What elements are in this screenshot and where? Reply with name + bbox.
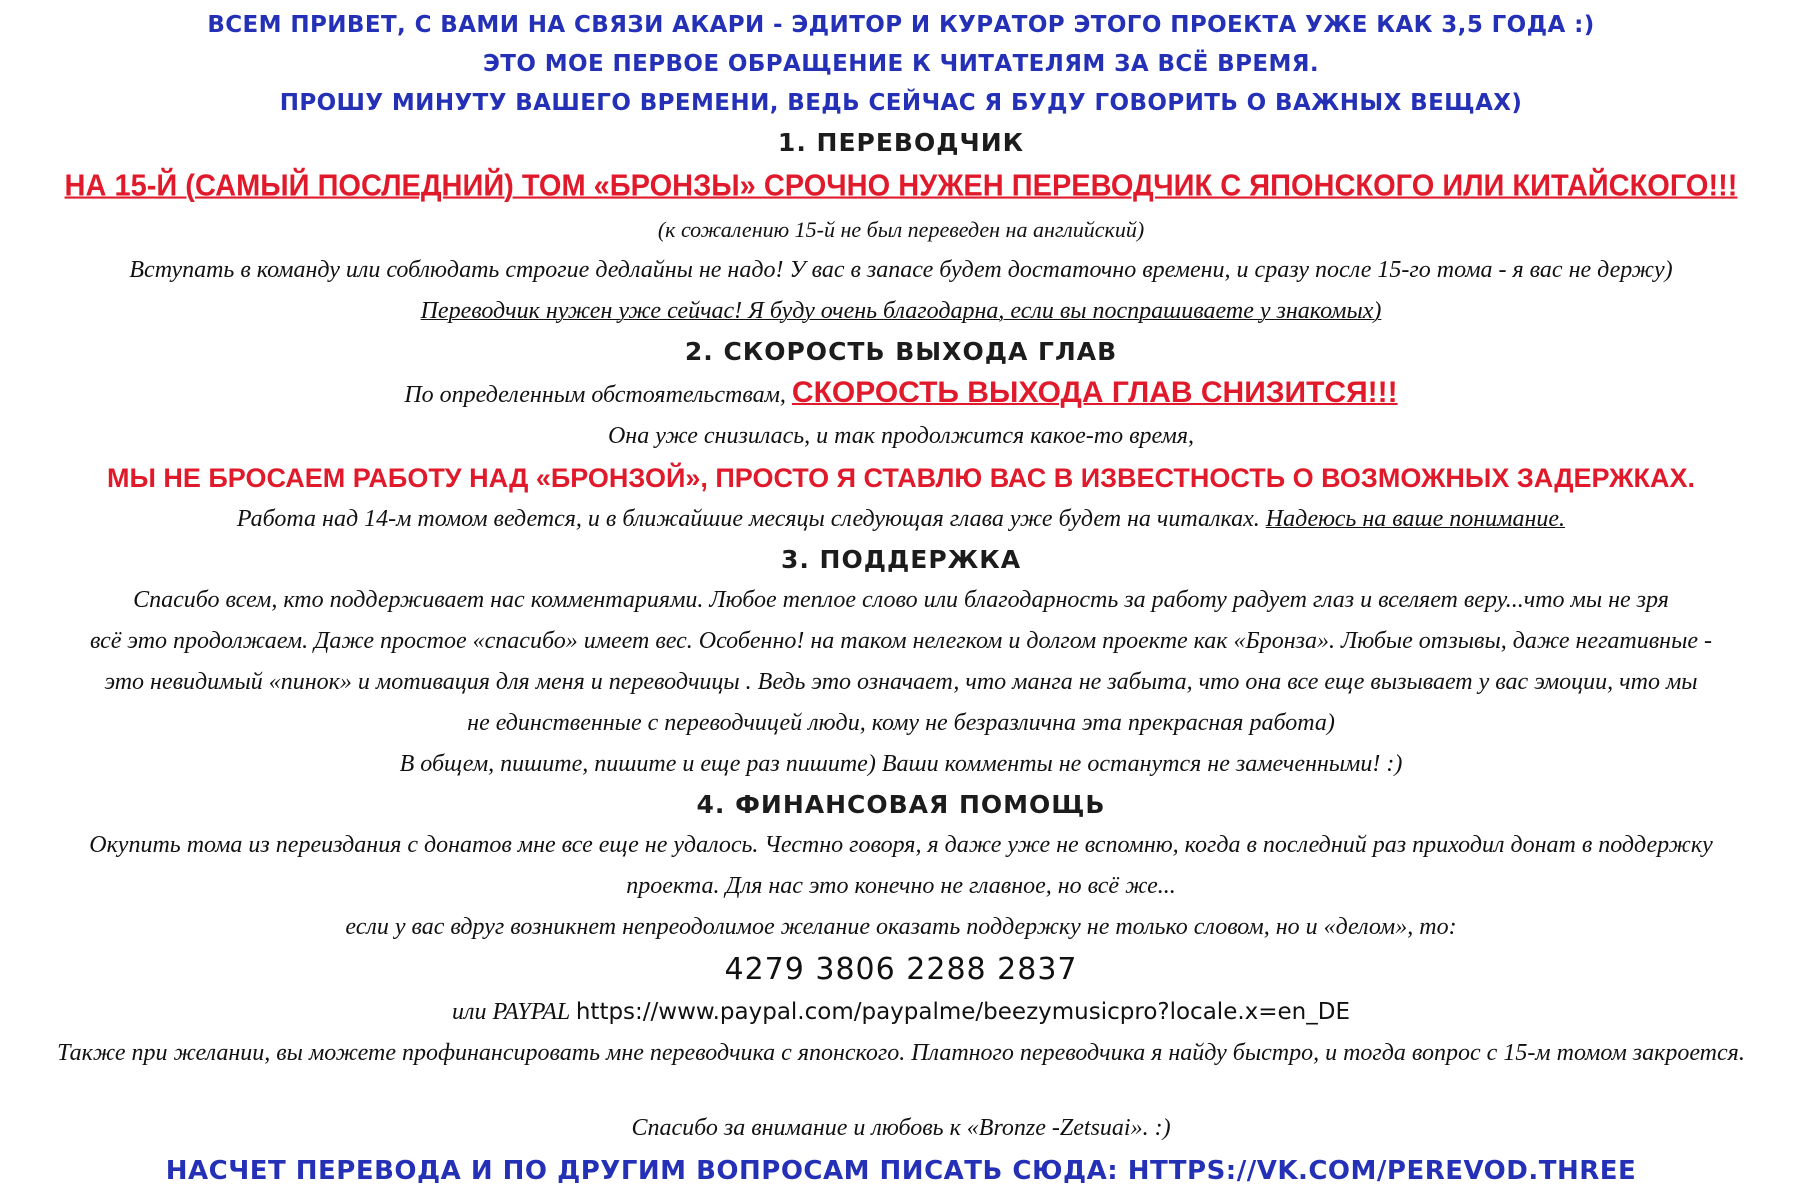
section-financial [0,785,1802,1074]
support-line-5: В общем, пишите, пишите и еще раз пишите) Ваши комменты не останутся не замеченными! :) [399,751,1403,777]
speed-warning: СКОРОСТЬ ВЫХОДА ГЛАВ СНИЗИТСЯ!!! [791,376,1398,409]
volume-14-text: Работа над 14-м томом ведется, и в ближайшие месяцы следующая глава уже будет на читалках. [236,506,1266,532]
speed-lead-text: По определенным обстоятельствам, [404,382,792,408]
support-line-2: всё это продолжаем. Даже простое «спасибо» имеет вес. Особенно! на таком нелегком и долгом проекте как «Бронза». Любые отзывы, даже негативные - [90,628,1712,654]
card-number: 4279 3806 2288 2837 [724,952,1078,987]
translator-note: (к сожалению 15-й не был переведен на английский) [657,217,1145,242]
intro-line-2: ЭТО МОЕ ПЕРВОЕ ОБРАЩЕНИЕ К ЧИТАТЕЛЯМ ЗА ВСЁ ВРЕМЯ. [482,51,1320,77]
support-line-3: это невидимый «пинок» и мотивация для меня и переводчицы . Ведь это означает, что манга не забыта, что она все еще вызывает у вас эмоции, что мы [104,669,1698,695]
section-2-heading: 2. СКОРОСТЬ ВЫХОДА ГЛАВ [684,337,1118,366]
intro-line-1: ВСЕМ ПРИВЕТ, С ВАМИ НА СВЯЗИ АКАРИ - ЭДИТОР И КУРАТОР ЭТОГО ПРОЕКТА УЖЕ КАК 3,5 ГОДА :) [207,12,1595,38]
finance-line-1: Окупить тома из переиздания с донатов мне все еще не удалось. Честно говоря, я даже уже не вспомню, когда в последний раз приходил донат в поддержку [89,832,1713,858]
paypal-link[interactable]: https://www.paypal.com/paypalme/beezymusicpro?locale.x=en_DE [575,999,1351,1025]
intro-line-3: ПРОШУ МИНУТУ ВАШЕГО ВРЕМЕНИ, ВЕДЬ СЕЙЧАС Я БУДУ ГОВОРИТЬ О ВАЖНЫХ ВЕЩАХ) [279,90,1523,116]
finance-line-2: проекта. Для нас это конечно не главное, но всё же... [626,873,1176,899]
translator-funding-text: Также при желании, вы можете профинансировать мне переводчика с японского. Платного переводчика я найду быстро, и тогда вопрос с 15-м томом закроется. [57,1040,1745,1066]
contact-link[interactable]: НАСЧЕТ ПЕРЕВОДА И ПО ДРУГИМ ВОПРОСАМ ПИСАТЬ СЮДА: HTTPS://VK.COM/PEREVOD.THREE [165,1156,1637,1186]
section-support [0,540,1802,785]
speed-lead-line [404,372,1397,416]
volume-14-line [237,499,1565,540]
paypal-line [452,992,1350,1033]
spacer [0,1074,1802,1108]
thanks-text: Спасибо за внимание и любовь к «Bronze -Zetsuai». :) [631,1115,1171,1141]
translator-text: Вступать в команду или соблюдать строгие дедлайны не надо! У вас в запасе будет достаточно времени, и сразу после 15-го тома - я вас не держу) [129,257,1673,283]
understanding-text: Надеюсь на ваше понимание. [1265,506,1566,532]
section-1-heading: 1. ПЕРЕВОДЧИК [777,128,1025,157]
section-chapter-speed [0,332,1802,540]
section-3-heading: 3. ПОДДЕРЖКА [780,545,1022,574]
translator-underlined-text [421,291,1382,332]
support-line-1: Спасибо всем, кто поддерживает нас комментариями. Любое теплое слово или благодарность за работу радует глаз и вселяет веру...что мы не зря [133,587,1669,613]
support-line-4: не единственные с переводчицей люди, кому не безразлична эта прекрасная работа) [467,710,1335,736]
section-translator [0,123,1802,332]
translator-needed-banner: НА 15-Й (САМЫЙ ПОСЛЕДНИЙ) ТОМ «БРОНЗЫ» СРОЧНО НУЖЕН ПЕРЕВОДЧИК С ЯПОНСКОГО ИЛИ КИТАЙСКОГО!!! [64,169,1738,203]
section-4-heading: 4. ФИНАНСОВАЯ ПОМОЩЬ [696,790,1106,819]
translator-request: Переводчик нужен уже сейчас! Я буду очень благодарна, если вы поспрашиваете у знакомых) [420,298,1382,324]
finance-line-3: если у вас вдруг возникнет непреодолимое желание оказать поддержку не только словом, но и «делом», то: [345,914,1457,940]
speed-text: Она уже снизилась, и так продолжится какое-то время, [607,423,1195,449]
intro-block [0,6,1802,123]
not-dropping-banner: МЫ НЕ БРОСАЕМ РАБОТУ НАД «БРОНЗОЙ», ПРОСТО Я СТАВЛЮ ВАС В ИЗВЕСТНОСТЬ О ВОЗМОЖНЫХ ЗАДЕРЖКАХ. [106,463,1696,493]
paypal-prefix: или PAYPAL [451,999,576,1025]
